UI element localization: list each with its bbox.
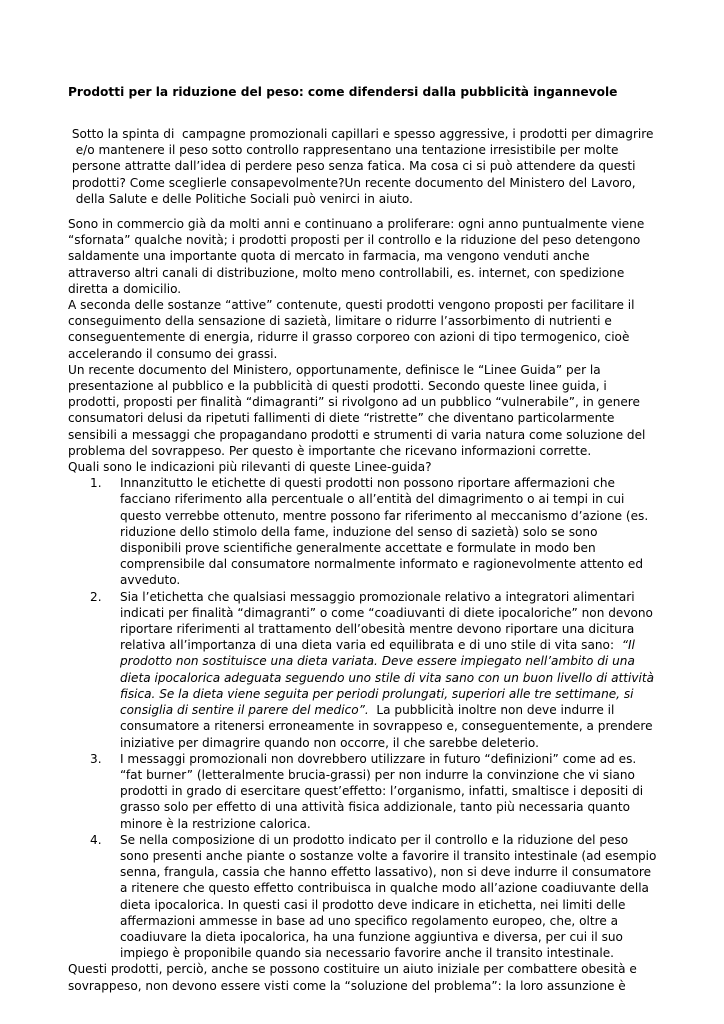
intro-paragraph (68, 126, 688, 207)
text-line: Un recente documento del Ministero, opportunamente, definisce le “Linee Guida” per la (68, 362, 601, 377)
text-line: iniziative per dimagrire quando non occorre, il che sarebbe deleterio. (120, 735, 539, 750)
document-title: Prodotti per la riduzione del peso: come difendersi dalla pubblicità ingannevole (68, 85, 618, 99)
text-line: affermazioni ammesse in base ad uno specifico regolamento europeo, che, oltre a (120, 913, 619, 928)
quote-text: fisica. Se la dieta viene seguita per periodi prolungati, superiori alle tre settimane, si (120, 686, 634, 701)
text-line: questo verrebbe ottenuto, mentre possono far riferimento al meccanismo d’azione (es. (120, 508, 649, 523)
list-item (68, 475, 688, 588)
paragraph-3 (68, 362, 688, 459)
quote-text: “Il (621, 638, 635, 653)
text-line: “sfornata” qualche novità; i prodotti proposti per il controllo e la riduzione del peso detengono (68, 233, 641, 248)
text-line: prodotti, proposti per finalità “dimagranti” si rivolgono ad un pubblico “vulnerabile”, in genere (68, 395, 640, 410)
text-line: “fat burner” (letteralmente brucia-grassi) per non indurre la convinzione che vi siano (120, 767, 635, 782)
text-line: prodotti in grado di esercitare quest’effetto: l’organismo, infatti, smaltisce i depositi di (120, 784, 644, 799)
text-line: Se nella composizione di un prodotto indicato per il controllo e la riduzione del peso (120, 832, 629, 847)
quote-text: dieta ipocalorica adeguata seguendo uno stile di vita sano con un buon livello di attività (120, 670, 655, 685)
quote-text: prodotto non sostituisce una dieta variata. Deve essere impiegato nell’ambito di una (120, 654, 635, 669)
text-line (120, 637, 688, 653)
text-line (120, 702, 688, 718)
list-item (68, 832, 688, 962)
text-line: saldamente una importante quota di mercato in farmacia, ma vengono venduti anche (68, 249, 590, 264)
text-line: riduzione dello stimolo della fame, induzione del senso di sazietà) solo se sono (120, 524, 598, 539)
text-line: Innanzitutto le etichette di questi prodotti non possono riportare affermazioni che (120, 476, 615, 491)
list-number: 4. (90, 832, 102, 847)
text-line: I messaggi promozionali non dovrebbero utilizzare in futuro “definizioni” come ad es. (120, 751, 637, 766)
text-line: grasso solo per effetto di una attività fisica addizionale, tanto più necessaria quanto (120, 800, 630, 815)
text-line: accelerando il consumo dei grassi. (68, 346, 278, 361)
text-line: attraverso altri canali di distribuzione, molto meno controllabili, es. internet, con spedizione (68, 265, 625, 280)
list-number: 1. (90, 476, 102, 491)
text-line: della Salute e delle Politiche Sociali può venirci in aiuto. (68, 191, 413, 206)
text-line: dieta ipocalorica. In questi casi il prodotto deve indicare in etichetta, nei limiti delle (120, 897, 626, 912)
text-line: consumatore a ritenersi erroneamente in sovrappeso e, conseguentemente, a prendere (120, 719, 653, 734)
list-number: 3. (90, 751, 102, 766)
text-line: avveduto. (120, 573, 181, 588)
text-line: problema del sovrappeso. Per questo è importante che ricevano informazioni corrette. (68, 443, 592, 458)
list-item (68, 589, 688, 751)
text-line: Sia l’etichetta che qualsiasi messaggio promozionale relativo a integratori alimentari (120, 589, 635, 604)
text-segment: La pubblicità inoltre non deve indurre il (368, 703, 615, 718)
list-number: 2. (90, 589, 102, 604)
text-line: facciano riferimento alla percentuale o all’entità del dimagrimento o ai tempi in cui (120, 492, 625, 507)
text-line: sensibili a messaggi che propagandano prodotti e strumenti di varia natura come soluzione del (68, 427, 646, 442)
text-line: coadiuvare la dieta ipocalorica, ha una funzione aggiuntiva e diversa, per cui il suo (120, 929, 623, 944)
text-line: senna, frangula, cassia che hanno effetto lassativo), non si deve indurre il consumatore (120, 865, 652, 880)
text-line: a ritenere che questo effetto contribuisca in qualche modo all’azione coadiuvante della (120, 881, 649, 896)
text-line: A seconda delle sostanze “attive” contenute, questi prodotti vengono proposti per facilitare il (68, 298, 635, 313)
paragraph-1 (68, 216, 688, 297)
question-line: Quali sono le indicazioni più rilevanti di queste Linee-guida? (68, 460, 432, 475)
document-body (68, 216, 688, 994)
text-line: Sono in commercio già da molti anni e continuano a proliferare: ogni anno puntualmente viene (68, 217, 645, 231)
text-line: conseguentemente di energia, ridurre il grasso corporeo con azioni di tipo termogenico, cioè (68, 330, 630, 345)
text-line: sono presenti anche piante o sostanze volte a favorire il transito intestinale (ad esempio (120, 848, 657, 863)
text-line: prodotti? Come sceglierle consapevolmente?Un recente documento del Ministero del Lavoro, (68, 175, 636, 190)
text-line: disponibili prove scientifiche generalmente accettate e formulate in modo ben (120, 541, 596, 556)
text-line: sovrappeso, non devono essere visti come la “soluzione del problema”: la loro assunzione è (68, 978, 626, 993)
text-line: diretta a domicilio. (68, 281, 182, 296)
text-line: indicati per finalità “dimagranti” o come “coadiuvanti di diete ipocaloriche” non devono (120, 605, 653, 620)
text-line: impiego è proponibile quando sia necessario favorire anche il transito intestinale. (120, 946, 614, 961)
text-line: presentazione al pubblico e la pubblicità di questi prodotti. Secondo queste linee guida, i (68, 379, 607, 394)
text-line: e/o mantenere il peso sotto controllo rappresentano una tentazione irresistibile per molte (68, 143, 619, 158)
text-line: consumatori delusi da ripetuti fallimenti di diete “ristrette” che diventano particolarmente (68, 411, 615, 426)
closing-paragraph (68, 961, 688, 993)
quote-text: consiglia di sentire il parere del medico”. (120, 703, 369, 718)
text-line: riportare riferimenti al trattamento dell’obesità mentre devono riportare una dicitura (120, 622, 635, 637)
text-line: comprensibile dal consumatore normalmente informato e ragionevolmente attento ed (120, 557, 644, 572)
paragraph-2 (68, 297, 688, 362)
text-segment: relativa all’importanza di una dieta varia ed equilibrata e di uno stile di vita sano: (120, 638, 622, 653)
text-line: conseguimento della sensazione di sazietà, limitare o ridurre l’assorbimento di nutrienti e (68, 314, 612, 329)
text-line: minore è la restrizione calorica. (120, 816, 311, 831)
text-line: Questi prodotti, perciò, anche se possono costituire un aiuto iniziale per combattere obesità e (68, 962, 637, 977)
list-item (68, 751, 688, 832)
text-line: Sotto la spinta di campagne promozionali capillari e spesso aggressive, i prodotti per dimagrire (68, 127, 654, 141)
text-line: persone attratte dall’idea di perdere peso senza fatica. Ma cosa ci si può attendere da questi (68, 159, 636, 174)
guidelines-list (68, 475, 688, 961)
